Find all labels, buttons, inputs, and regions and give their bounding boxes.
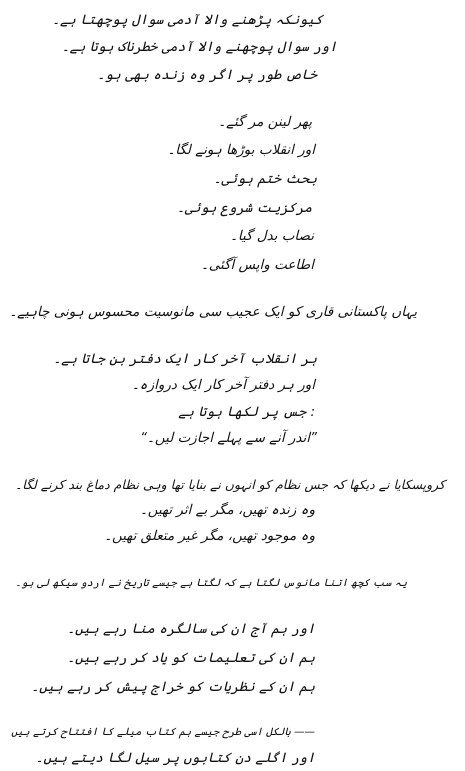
- text-line: نصاب بدل گیا۔: [229, 228, 314, 244]
- text-line: اور انقلاب بوڑھا ہونے لگا۔: [167, 142, 315, 158]
- text-line: بحث ختم ہوئی۔: [213, 171, 317, 187]
- text-line: ”اندر آنے سے پہلے اجازت لیں۔“: [139, 430, 317, 446]
- text-line: خاص طور پر اگر وہ زندہ بھی ہو۔: [97, 67, 317, 83]
- text-line: ہم ان کی تعلیمات کو یاد کر رہے ہیں۔: [67, 650, 315, 666]
- text-line: اور سوال پوچھنے والا آدمی خطرناک ہوتا ہے۔: [61, 39, 337, 55]
- text-line: ہم ان کے نظریات کو خراج پیش کر رہے ہیں۔: [31, 679, 315, 695]
- text-line: اطاعت واپس آگئی۔: [200, 257, 314, 273]
- text-line: —— بالکل اسی طرح جیسے ہم کتاب میلے کا افتتاح کرتے ہیں: [11, 726, 315, 738]
- text-line: اور ہم آج ان کی سالگرہ منا رہے ہیں۔: [67, 621, 315, 637]
- text-line: پھر لینن مر گئے۔: [218, 114, 312, 130]
- text-line: یہ سب کچھ اتنا مانوس لگتا ہے کہ لگتا ہے جیسے تاریخ نے اردو سیکھ لی ہو۔: [15, 577, 407, 589]
- text-line: کروپسکایا نے دیکھا کہ جس نظام کو انہوں نے بنایا تھا وہی نظام دماغ بند کرنے لگا۔: [14, 477, 445, 492]
- text-line: ہر انقلاب آخر کار ایک دفتر بن جاتا ہے۔: [53, 351, 317, 367]
- text-line: مرکزیت شروع ہوئی۔: [176, 200, 312, 216]
- text-line: : جس پر لکھا ہوتا ہے: [178, 404, 315, 420]
- text-line: اور اگلے دن کتابوں پر سیل لگا دیتے ہیں۔: [35, 750, 315, 766]
- text-line: کیونکہ پڑھنے والا آدمی سوال پوچھتا ہے۔: [52, 12, 323, 28]
- text-line: وہ موجود تھیں، مگر غیر متعلق تھیں۔: [104, 528, 315, 544]
- text-line: وہ زندہ تھیں، مگر بے اثر تھیں۔: [139, 502, 315, 518]
- text-line: یہاں پاکستانی قاری کو ایک عجیب سی مانوسیت محسوس ہونی چاہیے۔: [9, 304, 417, 320]
- text-line: اور ہر دفتر آخر کار ایک دروازہ۔: [131, 377, 315, 393]
